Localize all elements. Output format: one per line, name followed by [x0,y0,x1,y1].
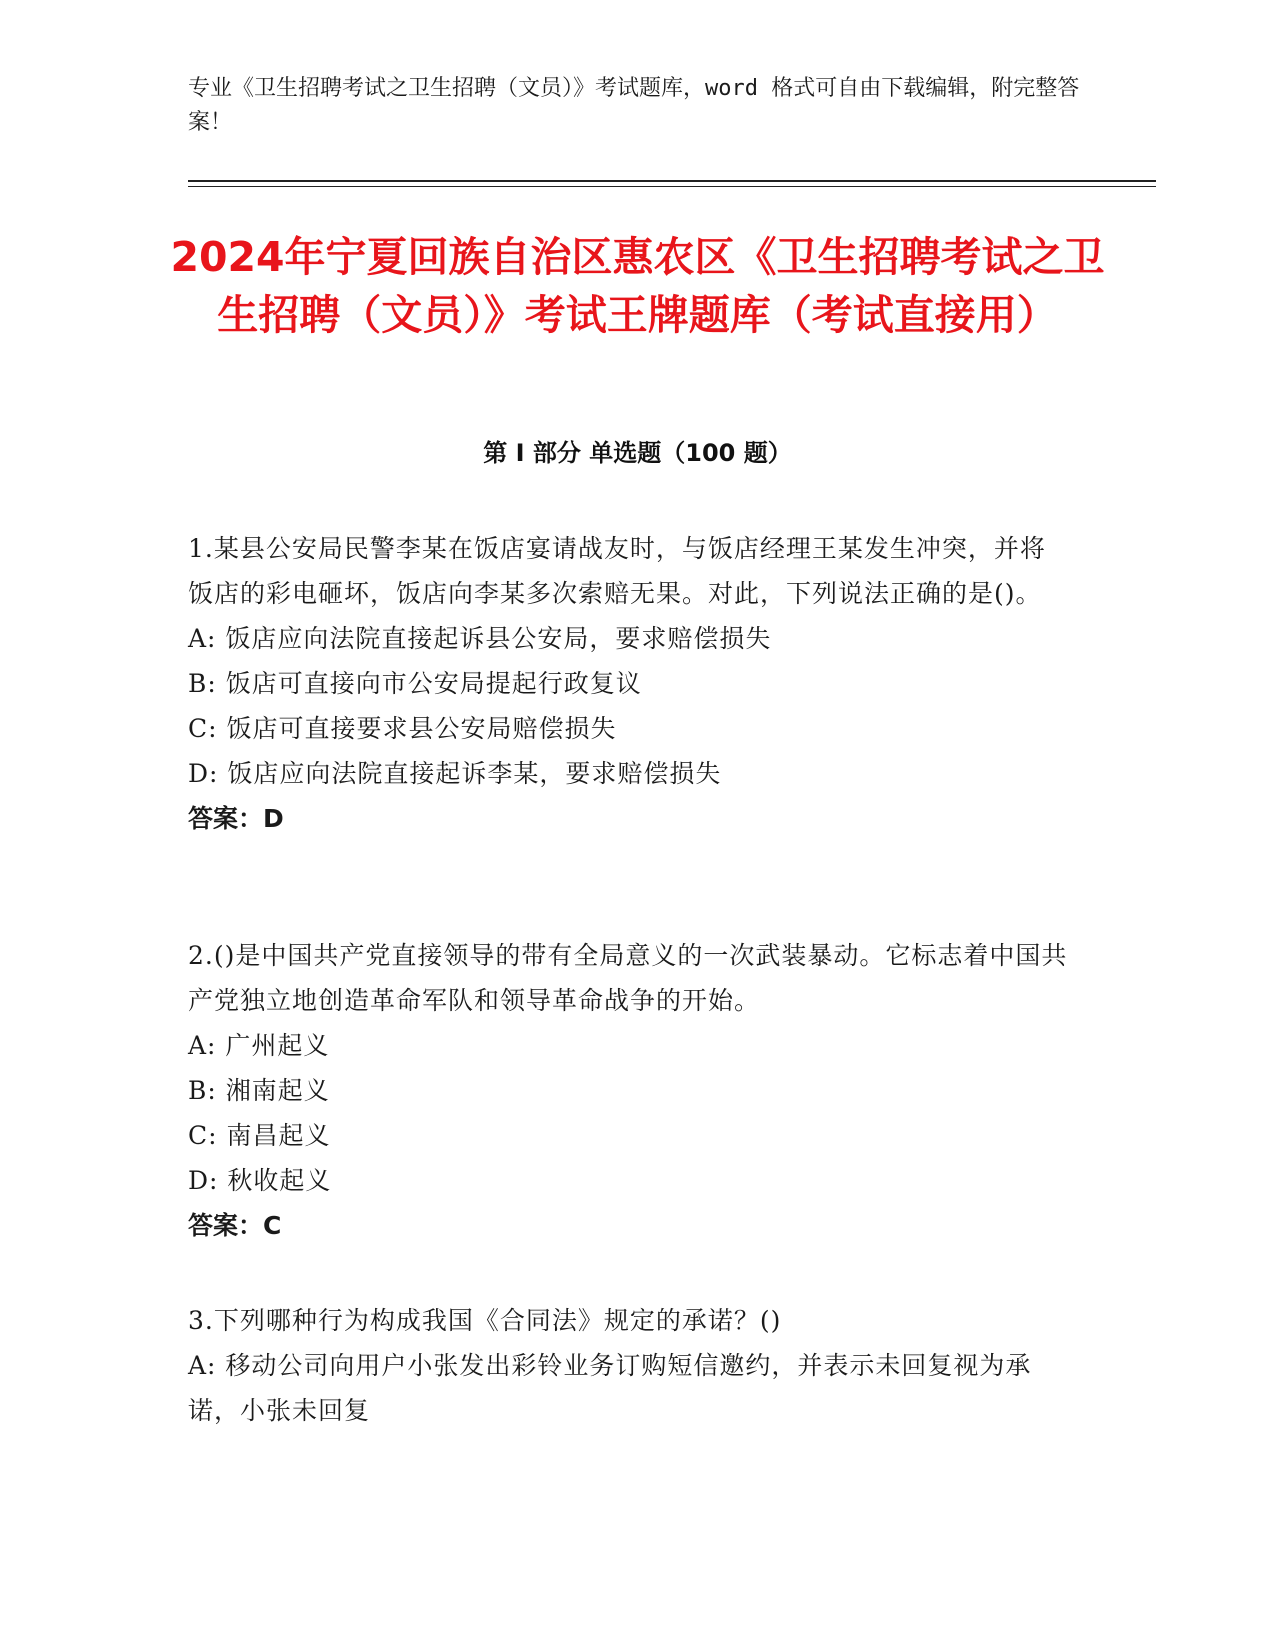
option-d: D: 饭店应向法院直接起诉李某，要求赔偿损失 [188,759,722,788]
document-title: 2024年宁夏回族自治区惠农区《卫生招聘考试之卫生招聘（文员）》考试王牌题库（考试直接用） [170,233,1105,339]
question-2 [188,933,1068,1248]
option-d: D: 秋收起义 [188,1166,332,1195]
option-c: C: 饭店可直接要求县公安局赔偿损失 [188,714,617,743]
question-3 [188,1298,1068,1433]
question-stem: 3.下列哪种行为构成我国《合同法》规定的承诺？() [188,1306,782,1335]
option-c: C: 南昌起义 [188,1121,331,1150]
answer: 答案：D [188,804,284,833]
option-a: A: 移动公司向用户小张发出彩铃业务订购短信邀约，并表示未回复视为承诺，小张未回复 [188,1351,1032,1425]
option-a: A: 饭店应向法院直接起诉县公安局，要求赔偿损失 [188,624,772,653]
question-stem: 2.()是中国共产党直接领导的带有全局意义的一次武装暴动。它标志着中国共产党独立地创造革命军队和领导革命战争的开始。 [188,941,1068,1015]
option-a: A: 广州起义 [188,1031,330,1060]
section-heading: 第 I 部分 单选题（100 题） [483,439,792,467]
question-1 [188,526,1068,841]
header-note: 专业《卫生招聘考试之卫生招聘（文员）》考试题库，word 格式可自由下载编辑，附完整答案！ [188,76,1080,135]
header-divider-thick [188,180,1156,182]
option-b: B: 饭店可直接向市公安局提起行政复议 [188,669,642,698]
option-b: B: 湘南起义 [188,1076,330,1105]
header-divider-thin [188,186,1156,187]
answer: 答案：C [188,1211,282,1240]
question-stem: 1.某县公安局民警李某在饭店宴请战友时，与饭店经理王某发生冲突，并将饭店的彩电砸坏，饭店向李某多次索赔无果。对此，下列说法正确的是()。 [188,534,1046,608]
